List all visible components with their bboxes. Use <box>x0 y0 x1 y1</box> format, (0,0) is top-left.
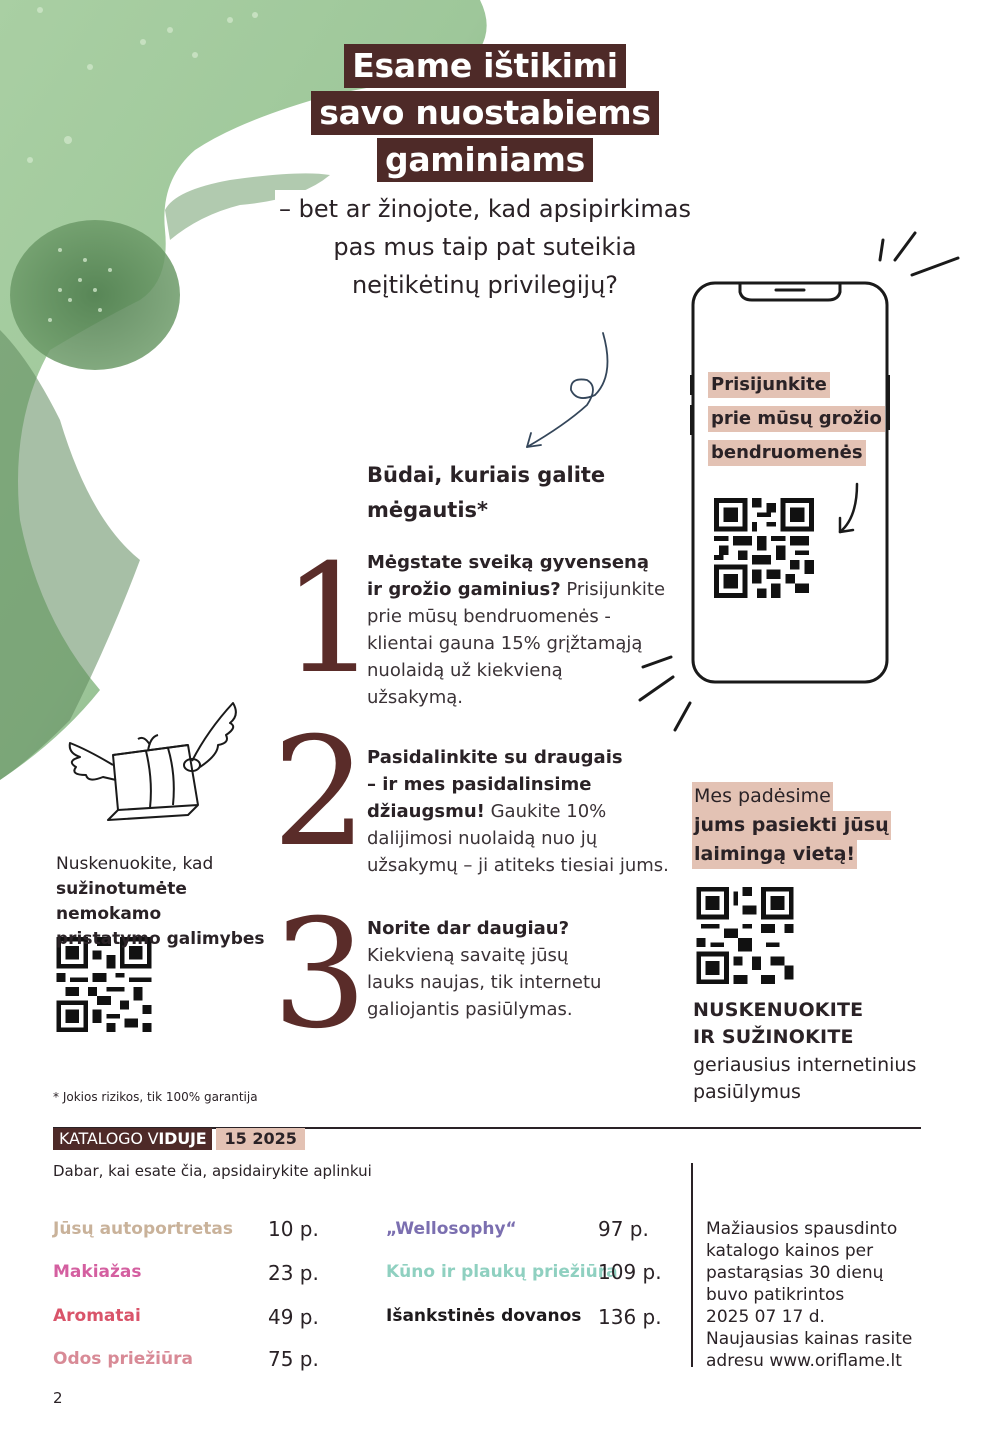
curly-arrow-icon <box>515 325 625 455</box>
scan-offers-sub-line-2: pasiūlymus <box>693 1081 801 1103</box>
catalog-badge <box>53 1128 305 1150</box>
toc-item-page: 136 p. <box>598 1305 662 1329</box>
happy-place-line-1: Mes padėsime <box>692 782 833 811</box>
price-note-line: 2025 07 17 d. <box>706 1307 825 1327</box>
happy-place-text <box>692 782 891 869</box>
step-1-line: Mėgstate sveiką gyvenseną <box>367 552 650 573</box>
subtitle-line-3: neįtikėtinų privilegijų? <box>351 271 619 299</box>
catalog-subtitle: Dabar, kai esate čia, apsidairykite aplinkui <box>53 1162 372 1180</box>
step-1-text <box>367 549 667 711</box>
scan-offers-subtitle <box>693 1052 933 1106</box>
footnote: * Jokios rizikos, tik 100% garantija <box>53 1090 258 1104</box>
qr-code-offers[interactable] <box>693 887 797 984</box>
price-note-line: buvo patikrintos <box>706 1285 845 1305</box>
step-1-line: Prisijunkite <box>560 579 666 600</box>
catalog-badge-bold: IDUJE <box>158 1129 207 1148</box>
toc-item-label[interactable]: Kūno ir plaukų priežiūra <box>386 1262 618 1282</box>
step-3-line: Kiekvieną savaitę jūsų <box>367 945 569 966</box>
step-1-line: klientai gauna 15% grįžtamąją <box>367 633 643 654</box>
toc-item-page: 97 p. <box>598 1217 649 1241</box>
delivery-text <box>56 852 296 952</box>
step-1-line: prie mūsų bendruomenės - <box>367 606 611 627</box>
step-3-line: lauks naujas, tik internetu <box>367 972 602 993</box>
step-2-line: užsakymų – ji atiteks tiesiai jums. <box>367 855 669 876</box>
price-note-line: pastarąsias 30 dienų <box>706 1263 884 1283</box>
catalog-badge-prefix: KATALOGO V <box>59 1129 159 1148</box>
toc-item-label[interactable]: „Wellosophy“ <box>386 1219 517 1239</box>
headline-line-1: Esame ištikimi <box>344 44 626 88</box>
step-2-line: džiaugsmu! <box>367 801 485 822</box>
ways-title <box>367 458 627 528</box>
toc-item-page: 10 p. <box>268 1217 319 1241</box>
happy-place-line-3: laimingą vietą! <box>692 840 857 869</box>
flying-gift-box-icon <box>58 695 243 825</box>
step-2-line: dalijimosi nuolaidą nuo jų <box>367 828 598 849</box>
toc-item-label[interactable]: Makiažas <box>53 1262 142 1282</box>
price-note-line: Naujausias kainas rasite <box>706 1329 913 1349</box>
toc-item-label[interactable]: Aromatai <box>53 1306 141 1326</box>
headline-line-2: savo nuostabiems <box>311 91 658 135</box>
price-note-line: Mažiausios spausdinto <box>706 1219 898 1239</box>
join-line-2: prie mūsų grožio <box>708 406 885 432</box>
qr-code-community[interactable] <box>712 498 816 598</box>
catalog-issue: 15 2025 <box>216 1128 304 1150</box>
step-1-line: ir grožio gaminius? <box>367 579 561 600</box>
scan-offers-title-line-1: NUSKENUOKITE <box>693 999 864 1021</box>
price-note-line: adresu www.oriflame.lt <box>706 1351 902 1371</box>
page-number: 2 <box>53 1389 63 1407</box>
delivery-line-1: Nuskenuokite, kad <box>56 854 214 874</box>
step-3-line: galiojantis pasiūlymas. <box>367 999 573 1020</box>
delivery-line-2: sužinotumėte nemokamo <box>56 879 187 924</box>
delivery-line-3: pristatymo galimybes <box>56 929 265 949</box>
toc-item-label[interactable]: Odos priežiūra <box>53 1349 193 1369</box>
step-2-line: Pasidalinkite su draugais <box>367 747 623 768</box>
subtitle <box>0 190 970 304</box>
price-note-line: katalogo kainos per <box>706 1241 874 1261</box>
step-number-1: 1 <box>282 533 378 707</box>
step-2-line: – ir mes pasidalinsime <box>367 774 592 795</box>
step-number-3: 3 <box>272 888 368 1062</box>
toc-item-label[interactable]: Išankstinės dovanos <box>386 1306 582 1326</box>
step-3-line: Norite dar daugiau? <box>367 918 570 939</box>
scan-offers-title-line-2: IR SUŽINOKITE <box>693 1026 854 1048</box>
price-note <box>706 1218 936 1372</box>
scan-offers-sub-line-1: geriausius internetinius <box>693 1054 917 1076</box>
headline-line-3: gaminiams <box>377 138 593 182</box>
step-2-text <box>367 744 687 879</box>
toc-item-page: 23 p. <box>268 1261 319 1285</box>
step-1-line: nuolaidą už kiekvieną <box>367 660 563 681</box>
subtitle-line-1: – bet ar žinojote, kad apsipirkimas <box>275 190 695 228</box>
ways-title-line-2: mėgautis* <box>367 498 488 522</box>
catalog-badge-label <box>53 1128 212 1150</box>
toc-item-page: 75 p. <box>268 1347 319 1371</box>
toc-item-page: 109 p. <box>598 1260 662 1284</box>
scan-offers-title <box>693 997 863 1051</box>
happy-place-line-2: jums pasiekti jūsų <box>692 811 891 840</box>
join-line-1: Prisijunkite <box>708 372 830 398</box>
step-1-line: užsakymą. <box>367 687 463 708</box>
join-line-3: bendruomenės <box>708 440 866 466</box>
step-number-2: 2 <box>272 706 368 880</box>
toc-item-page: 49 p. <box>268 1305 319 1329</box>
vertical-divider <box>691 1163 693 1367</box>
sparkle-lines-icon <box>635 655 695 735</box>
ways-title-line-1: Būdai, kuriais galite <box>367 463 606 487</box>
step-2-line: Gaukite 10% <box>484 801 607 822</box>
subtitle-line-2: pas mus taip pat suteikia <box>333 233 637 261</box>
join-community-text <box>708 372 885 474</box>
arrow-down-left-icon <box>835 480 865 540</box>
headline <box>0 44 970 185</box>
step-3-text <box>367 915 667 1023</box>
toc-item-label[interactable]: Jūsų autoportretas <box>53 1219 233 1239</box>
